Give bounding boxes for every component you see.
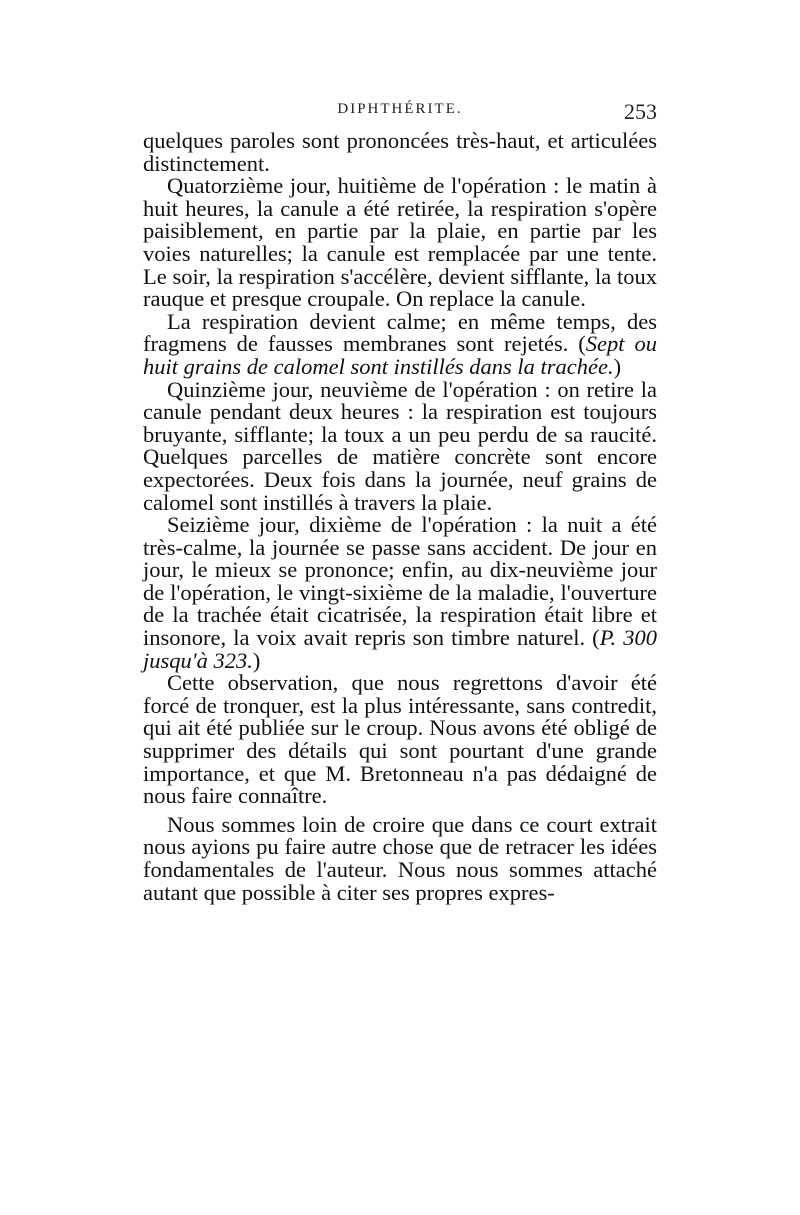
- body-text: [143, 130, 657, 904]
- paragraph-3-text: La respiration devient calme; en même temps, des fragmens de fausses membranes sont rejetés. (: [143, 308, 657, 357]
- paragraph-2-text: Quatorzième jour, huitième de l'opération : le matin à huit heures, la canule a été retirée, la respiration s'opère paisiblement, en partie par la plaie, en partie par les voies naturelles; la canule est remplacée par une tente. Le soir, la respiration s'accélère, devient sifflante, la toux rauque et presque croupale. On replace la canule.: [143, 173, 657, 312]
- paragraph-1-text: quelques paroles sont prononcées très-haut, et articulées distinctement.: [143, 128, 657, 176]
- paragraph-3-italic: Sept ou huit grains de calomel sont instillés dans la trachée.: [143, 331, 658, 379]
- paragraph-5-italic: P. 300 jusqu'à 323.: [143, 625, 658, 673]
- paragraph-3: [143, 308, 658, 379]
- page-number: 253: [624, 99, 657, 124]
- paragraph-6-text: Cette observation, que nous regrettons d'avoir été forcé de tronquer, est la plus intéressante, sans contredit, qui ait été publiée sur le croup. Nous avons été obligé de supprimer des détails qui sont pourtant d'une grande importance, et que M. Bretonneau n'a pas dédaigné de nous faire connaître.: [143, 670, 657, 809]
- paragraph-2: [143, 175, 657, 311]
- paragraph-5-text: Seizième jour, dixième de l'opération : la nuit a été très-calme, la journée se passe sans accident. De jour en jour, le mieux se prononce; enfin, au dix-neuvième jour de l'opération, le vingt-sixième de la maladie, l'ouverture de la trachée était cicatrisée, la respiration était libre et insonore, la voix avait repris son timbre naturel. (: [143, 512, 657, 651]
- running-title: DIPHTHÉRITE.: [337, 101, 463, 117]
- paragraph-4: [143, 376, 657, 515]
- paragraph-4-text: Quinzième jour, neuvième de l'opération : on retire la canule pendant deux heures : la respiration est toujours bruyante, sifflante; la toux a un peu perdu de sa raucité. Quelques parcelles de matière concrète sont encore expectorées. Deux fois dans la journée, neuf grains de calomel sont instillés à travers la plaie.: [143, 376, 657, 515]
- page-header: [143, 101, 657, 127]
- paragraph-5-close: ): [252, 647, 261, 673]
- paragraph-1: [143, 130, 657, 175]
- paragraph-7-text: Nous sommes loin de croire que dans ce court extrait nous ayions pu faire autre chose que de retracer les idées fondamentales de l'auteur. Nous nous sommes attaché autant que possible à citer ses propres expres-: [143, 811, 657, 905]
- paragraph-5: [143, 514, 657, 672]
- paragraph-3-close: ): [613, 353, 622, 379]
- paragraph-7: [143, 811, 657, 905]
- paragraph-6: [143, 672, 657, 808]
